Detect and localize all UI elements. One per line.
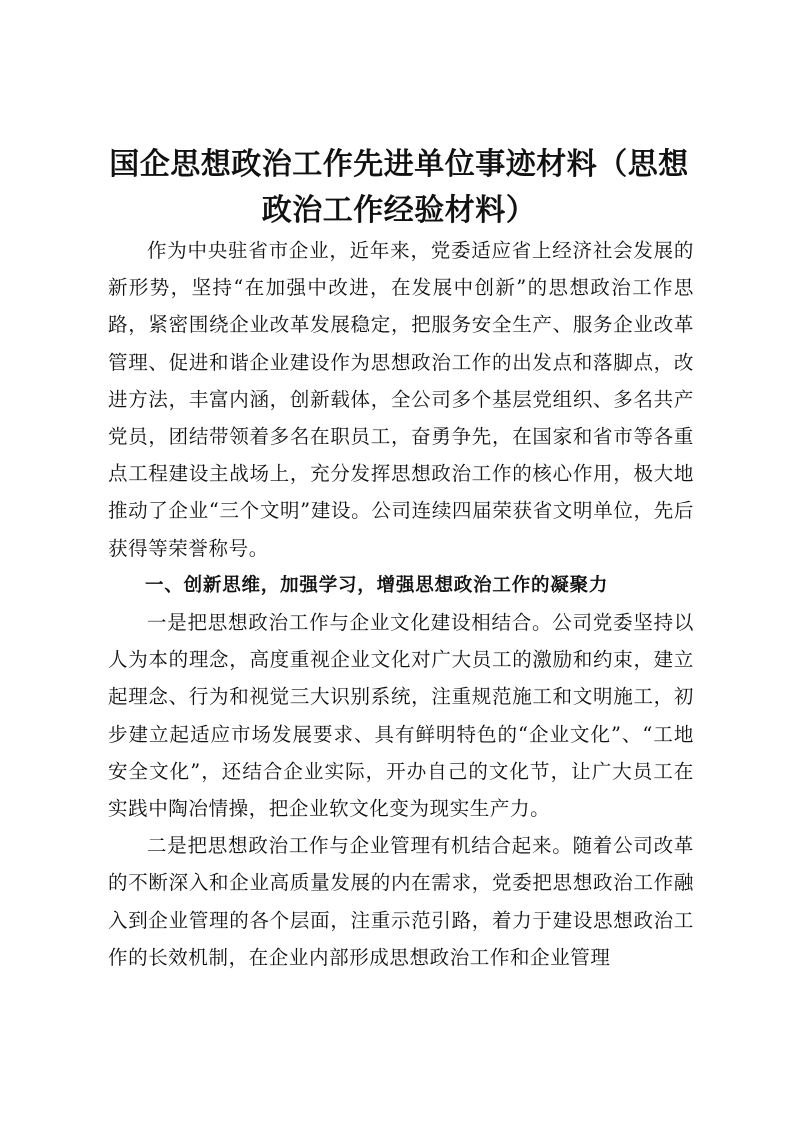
section-heading: 一、创新思维，加强学习，增强思想政治工作的凝聚力 (145, 574, 609, 596)
body-paragraph: 一是把思想政治工作与企业文化建设相结合。公司党委坚持以人为本的理念，高度重视企业文化对广大员工的激励和约束，建立起理念、行为和视觉三大识别系统，注重规范施工和文明施工，初步建立起适应市场发展要求、具有鲜明特色的“企业文化”、“工地安全文化”，还结合企业实际，开办自己的文化节，让广大员工在实践中陶冶情操，把企业软文化变为现实生产力。 (108, 611, 694, 821)
document-title: 国企思想政治工作先进单位事迹材料（思想政治工作经验材料） (109, 147, 689, 228)
intro-paragraph: 作为中央驻省市企业，近年来，党委适应省上经济社会发展的新形势，坚持“在加强中改进，在发展中创新”的思想政治工作思路，紧密围绕企业改革发展稳定，把服务安全生产、服务企业改革管理、促进和谐企业建设作为思想政治工作的出发点和落脚点，改进方法，丰富内涵，创新载体，全公司多个基层党组织、多名共产党员，团结带领着多名在职员工，奋勇争先，在国家和省市等各重点工程建设主战场上，充分发挥思想政治工作的核心作用，极大地推动了企业“三个文明”建设。公司连续四届荣获省文明单位，先后获得等荣誉称号。 (108, 239, 694, 560)
body-paragraph: 二是把思想政治工作与企业管理有机结合起来。随着公司改革的不断深入和企业高质量发展的内在需求，党委把思想政治工作融入到企业管理的各个层面，注重示范引路，着力于建设思想政治工作的长效机制，在企业内部形成思想政治工作和企业管理 (108, 834, 694, 969)
document-body (108, 232, 694, 976)
